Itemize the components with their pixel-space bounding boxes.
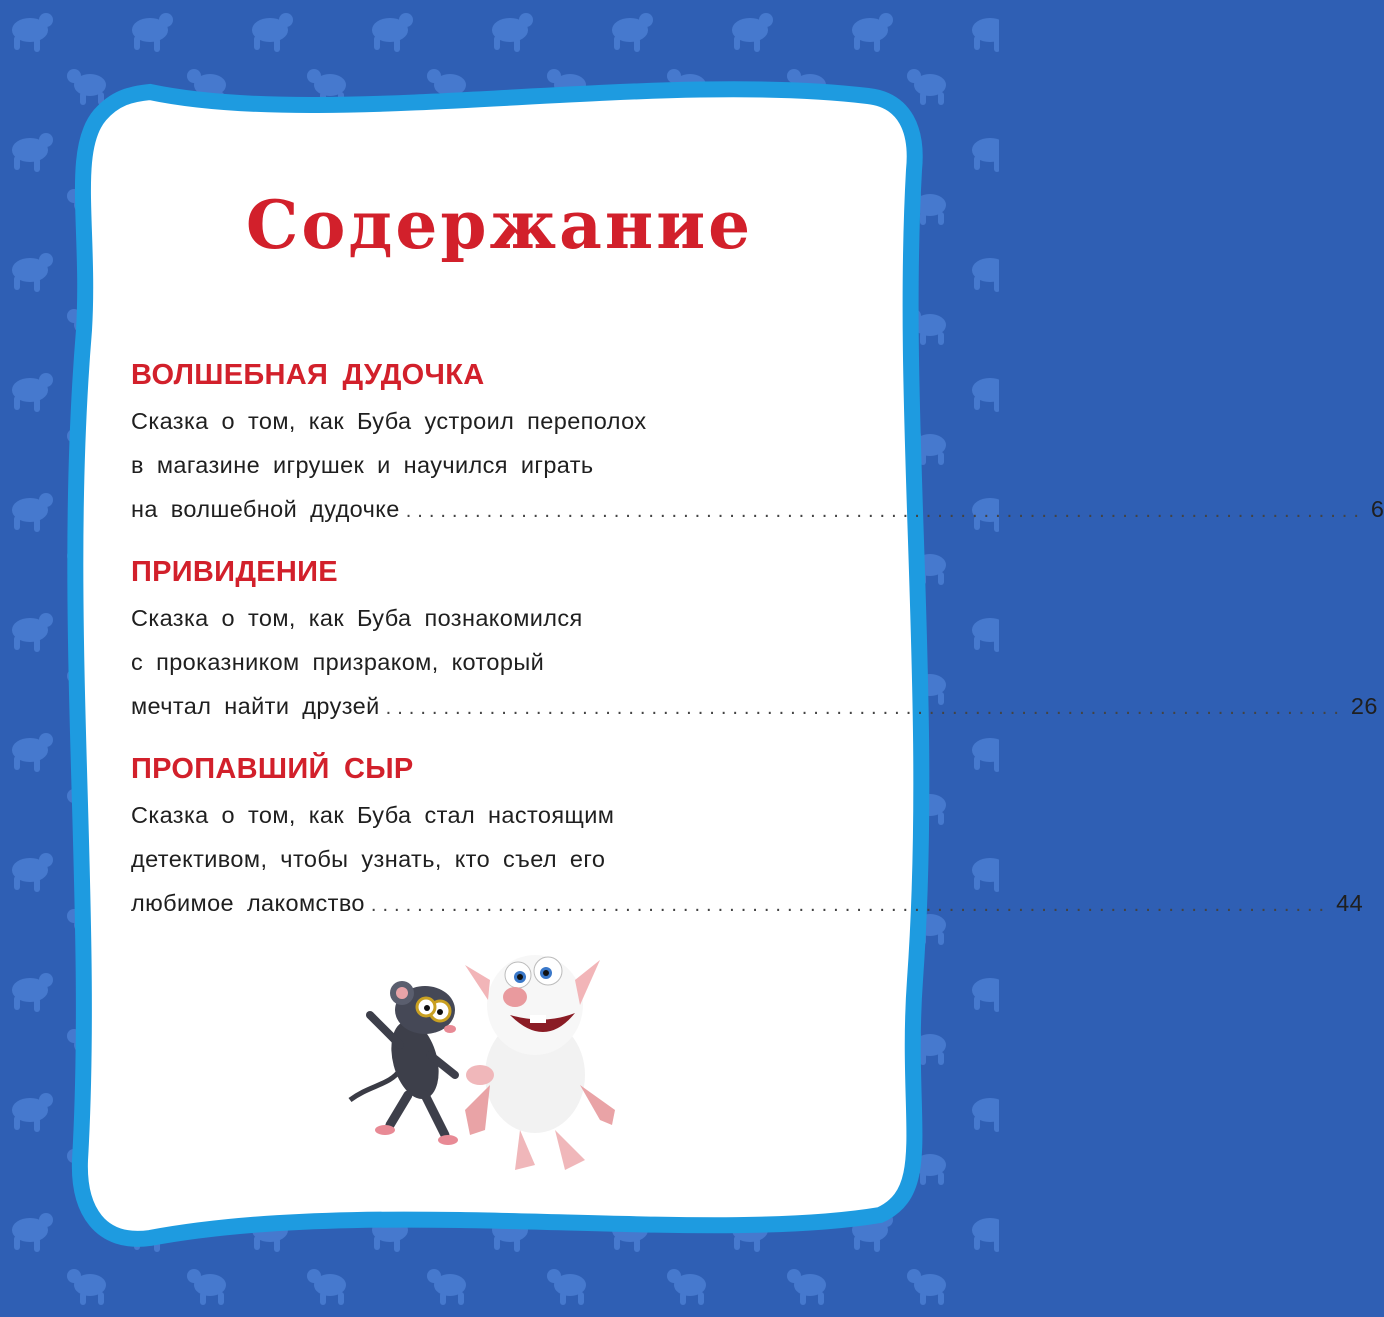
- toc-entry-last-line: [131, 881, 1364, 925]
- toc-entry-description-line: в магазине игрушек и научился играть: [131, 452, 594, 478]
- toc-entry: [131, 749, 1364, 925]
- toc-entry-description-line: любимое лакомство: [131, 890, 365, 916]
- toc-entry-last-line: [131, 487, 1384, 531]
- toc-entry-heading: ПРИВИДЕНИЕ: [131, 556, 338, 588]
- toc-leader-dots: ...................................................................................: [370, 894, 1331, 916]
- toc-leader-dots: ...................................................................................: [405, 500, 1365, 522]
- toc-page-number: 26: [1350, 693, 1378, 719]
- toc-page-number: 6: [1370, 496, 1384, 522]
- toc-page-number: 44: [1336, 890, 1364, 916]
- rat-character-icon: [350, 981, 458, 1145]
- toc-entry-description-line: с проказником призраком, который: [131, 649, 545, 675]
- toc-entry-description-line: Сказка о том, как Буба устроил переполох: [131, 408, 647, 434]
- toc-entry-heading: ПРОПАВШИЙ СЫР: [131, 753, 414, 785]
- toc-entry: [131, 552, 1378, 728]
- toc-entry-description-line: детективом, чтобы узнать, кто съел его: [131, 846, 606, 872]
- booba-character-icon: [465, 955, 615, 1170]
- toc-entry-last-line: [131, 684, 1378, 728]
- toc-entry-description-line: Сказка о том, как Буба познакомился: [131, 605, 583, 631]
- toc-leader-dots: ...................................................................................: [385, 697, 1345, 719]
- page-title: Содержание: [245, 186, 754, 264]
- toc-entry-description-line: Сказка о том, как Буба стал настоящим: [131, 802, 615, 828]
- characters-illustration: [330, 935, 670, 1185]
- toc-entry-heading: ВОЛШЕБНАЯ ДУДОЧКА: [131, 359, 485, 391]
- toc-entry-description-line: на волшебной дудочке: [131, 496, 400, 522]
- toc-entry: [131, 355, 1384, 531]
- toc-entry-description-line: мечтал найти друзей: [131, 693, 380, 719]
